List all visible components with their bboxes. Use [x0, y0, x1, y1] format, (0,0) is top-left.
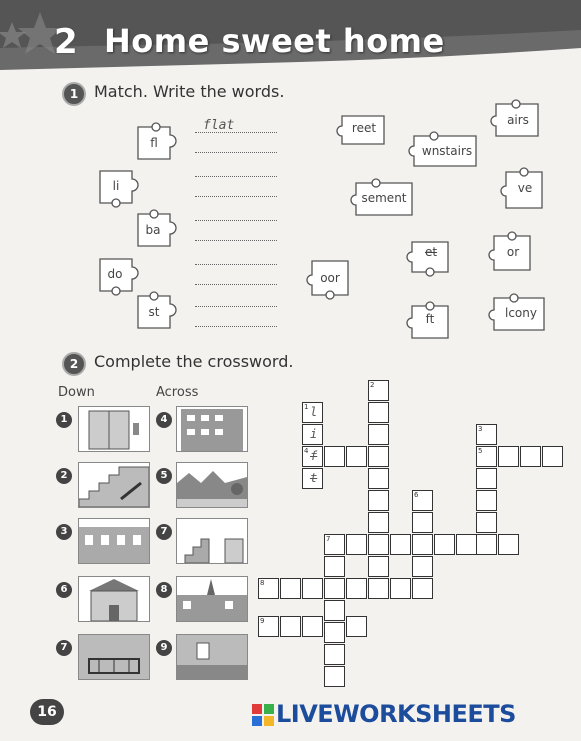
puzzle-text: lcony [505, 306, 537, 320]
cell-number: 6 [414, 491, 419, 499]
puzzle-text: sement [361, 191, 407, 205]
crossword-cell[interactable] [346, 446, 367, 467]
crossword-cell[interactable] [346, 616, 367, 637]
puzzle-text: do [107, 267, 123, 281]
crossword-cell[interactable] [412, 556, 433, 577]
crossword-cell[interactable] [476, 490, 497, 511]
example-answer: flat [203, 118, 235, 133]
crossword-cell[interactable] [368, 578, 389, 599]
clue-number: 3 [56, 524, 72, 540]
crossword-cell[interactable] [324, 578, 345, 599]
exercise-2-number: 2 [62, 352, 86, 376]
street-picture [176, 462, 248, 508]
answer-line[interactable] [195, 220, 277, 221]
page-number: 16 [30, 699, 64, 725]
clue-number: 1 [56, 412, 72, 428]
clue-number: 2 [56, 468, 72, 484]
cell-number: 3 [478, 425, 483, 433]
house-picture [78, 576, 150, 622]
answer-line[interactable] [195, 284, 277, 285]
crossword-cell[interactable] [324, 644, 345, 665]
crossword-cell[interactable] [368, 512, 389, 533]
crossword-cell[interactable] [498, 534, 519, 555]
puzzle-text: ba [145, 223, 161, 237]
crossword-cell[interactable] [280, 578, 301, 599]
crossword-cell[interactable] [412, 578, 433, 599]
crossword-cell[interactable] [368, 402, 389, 423]
balcony-picture [78, 634, 150, 680]
cell-number: 9 [260, 617, 265, 625]
cell-letter: f [310, 449, 318, 463]
cell-number: 2 [370, 381, 375, 389]
exercise-2-instruction: Complete the crossword. [94, 352, 294, 371]
exercise-1-instruction: Match. Write the words. [94, 82, 285, 101]
crossword-cell[interactable] [368, 424, 389, 445]
crossword-cell[interactable] [368, 468, 389, 489]
cell-number: 1 [304, 403, 309, 411]
cell-letter: i [310, 427, 318, 441]
puzzle-text: et [424, 245, 438, 259]
crossword-cell[interactable] [324, 600, 345, 621]
page-title: Home sweet home [104, 22, 445, 60]
puzzle-text: wnstairs [421, 144, 473, 158]
answer-line[interactable] [195, 326, 277, 327]
puzzle-text: or [506, 245, 520, 259]
clue-number: 7 [56, 640, 72, 656]
terraced-house-picture [78, 518, 150, 564]
cell-number: 5 [478, 447, 483, 455]
exercise-1-number: 1 [62, 82, 86, 106]
answer-line[interactable] [195, 196, 277, 197]
clue-number: 9 [156, 640, 172, 656]
answer-line[interactable] [195, 306, 277, 307]
crossword-cell[interactable] [476, 534, 497, 555]
puzzle-text: reet [351, 121, 377, 135]
clue-number: 8 [156, 582, 172, 598]
crossword-cell[interactable] [280, 616, 301, 637]
crossword-cell[interactable] [368, 490, 389, 511]
lift-picture [78, 406, 150, 452]
crossword-cell[interactable] [324, 556, 345, 577]
puzzle-text: ve [517, 181, 533, 195]
crossword-cell[interactable] [302, 616, 323, 637]
clue-number: 5 [156, 468, 172, 484]
crossword-cell[interactable] [390, 578, 411, 599]
crossword-cell[interactable] [456, 534, 477, 555]
crossword-cell[interactable] [368, 534, 389, 555]
cell-number: 4 [304, 447, 309, 455]
crossword-cell[interactable] [368, 446, 389, 467]
crossword-cell[interactable] [434, 534, 455, 555]
cell-letter: t [310, 471, 318, 485]
answer-line[interactable] [195, 132, 277, 133]
crossword-cell[interactable] [346, 534, 367, 555]
answer-line[interactable] [195, 152, 277, 153]
cell-number: 7 [326, 535, 331, 543]
flat-block-picture [176, 406, 248, 452]
answer-line[interactable] [195, 176, 277, 177]
puzzle-text: airs [507, 113, 529, 127]
crossword-cell[interactable] [498, 446, 519, 467]
crossword-cell[interactable] [520, 446, 541, 467]
down-heading: Down [58, 385, 95, 400]
puzzle-text: fl [150, 136, 158, 150]
crossword-cell[interactable] [324, 666, 345, 687]
answer-line[interactable] [195, 264, 277, 265]
outdoor-stairs-picture [176, 518, 248, 564]
crossword-cell[interactable] [346, 578, 367, 599]
crossword-cell[interactable] [476, 468, 497, 489]
clue-number: 7 [156, 524, 172, 540]
unit-number: 2 [54, 22, 78, 62]
across-heading: Across [156, 385, 199, 400]
crossword-cell[interactable] [412, 512, 433, 533]
crossword-cell[interactable] [324, 446, 345, 467]
town-picture [176, 576, 248, 622]
clue-number: 6 [56, 582, 72, 598]
puzzle-text: st [148, 305, 160, 319]
puzzle-text: oor [320, 271, 340, 285]
unit-header [0, 0, 581, 72]
puzzle-text: li [112, 179, 120, 193]
clue-number: 4 [156, 412, 172, 428]
puzzle-text: ft [425, 312, 435, 326]
crossword-cell[interactable] [324, 622, 345, 643]
crossword-cell[interactable] [476, 512, 497, 533]
basement-picture [176, 634, 248, 680]
crossword-cell[interactable] [390, 534, 411, 555]
cell-letter: l [310, 405, 318, 419]
crossword-cell[interactable] [368, 556, 389, 577]
answer-line[interactable] [195, 240, 277, 241]
crossword-cell[interactable] [302, 578, 323, 599]
brand-watermark: LIVEWORKSHEETS [276, 700, 516, 728]
cell-number: 8 [260, 579, 265, 587]
crossword-cell[interactable] [412, 534, 433, 555]
liveworksheets-logo-icon [252, 704, 274, 726]
stairs-picture [78, 462, 150, 508]
crossword-cell[interactable] [542, 446, 563, 467]
